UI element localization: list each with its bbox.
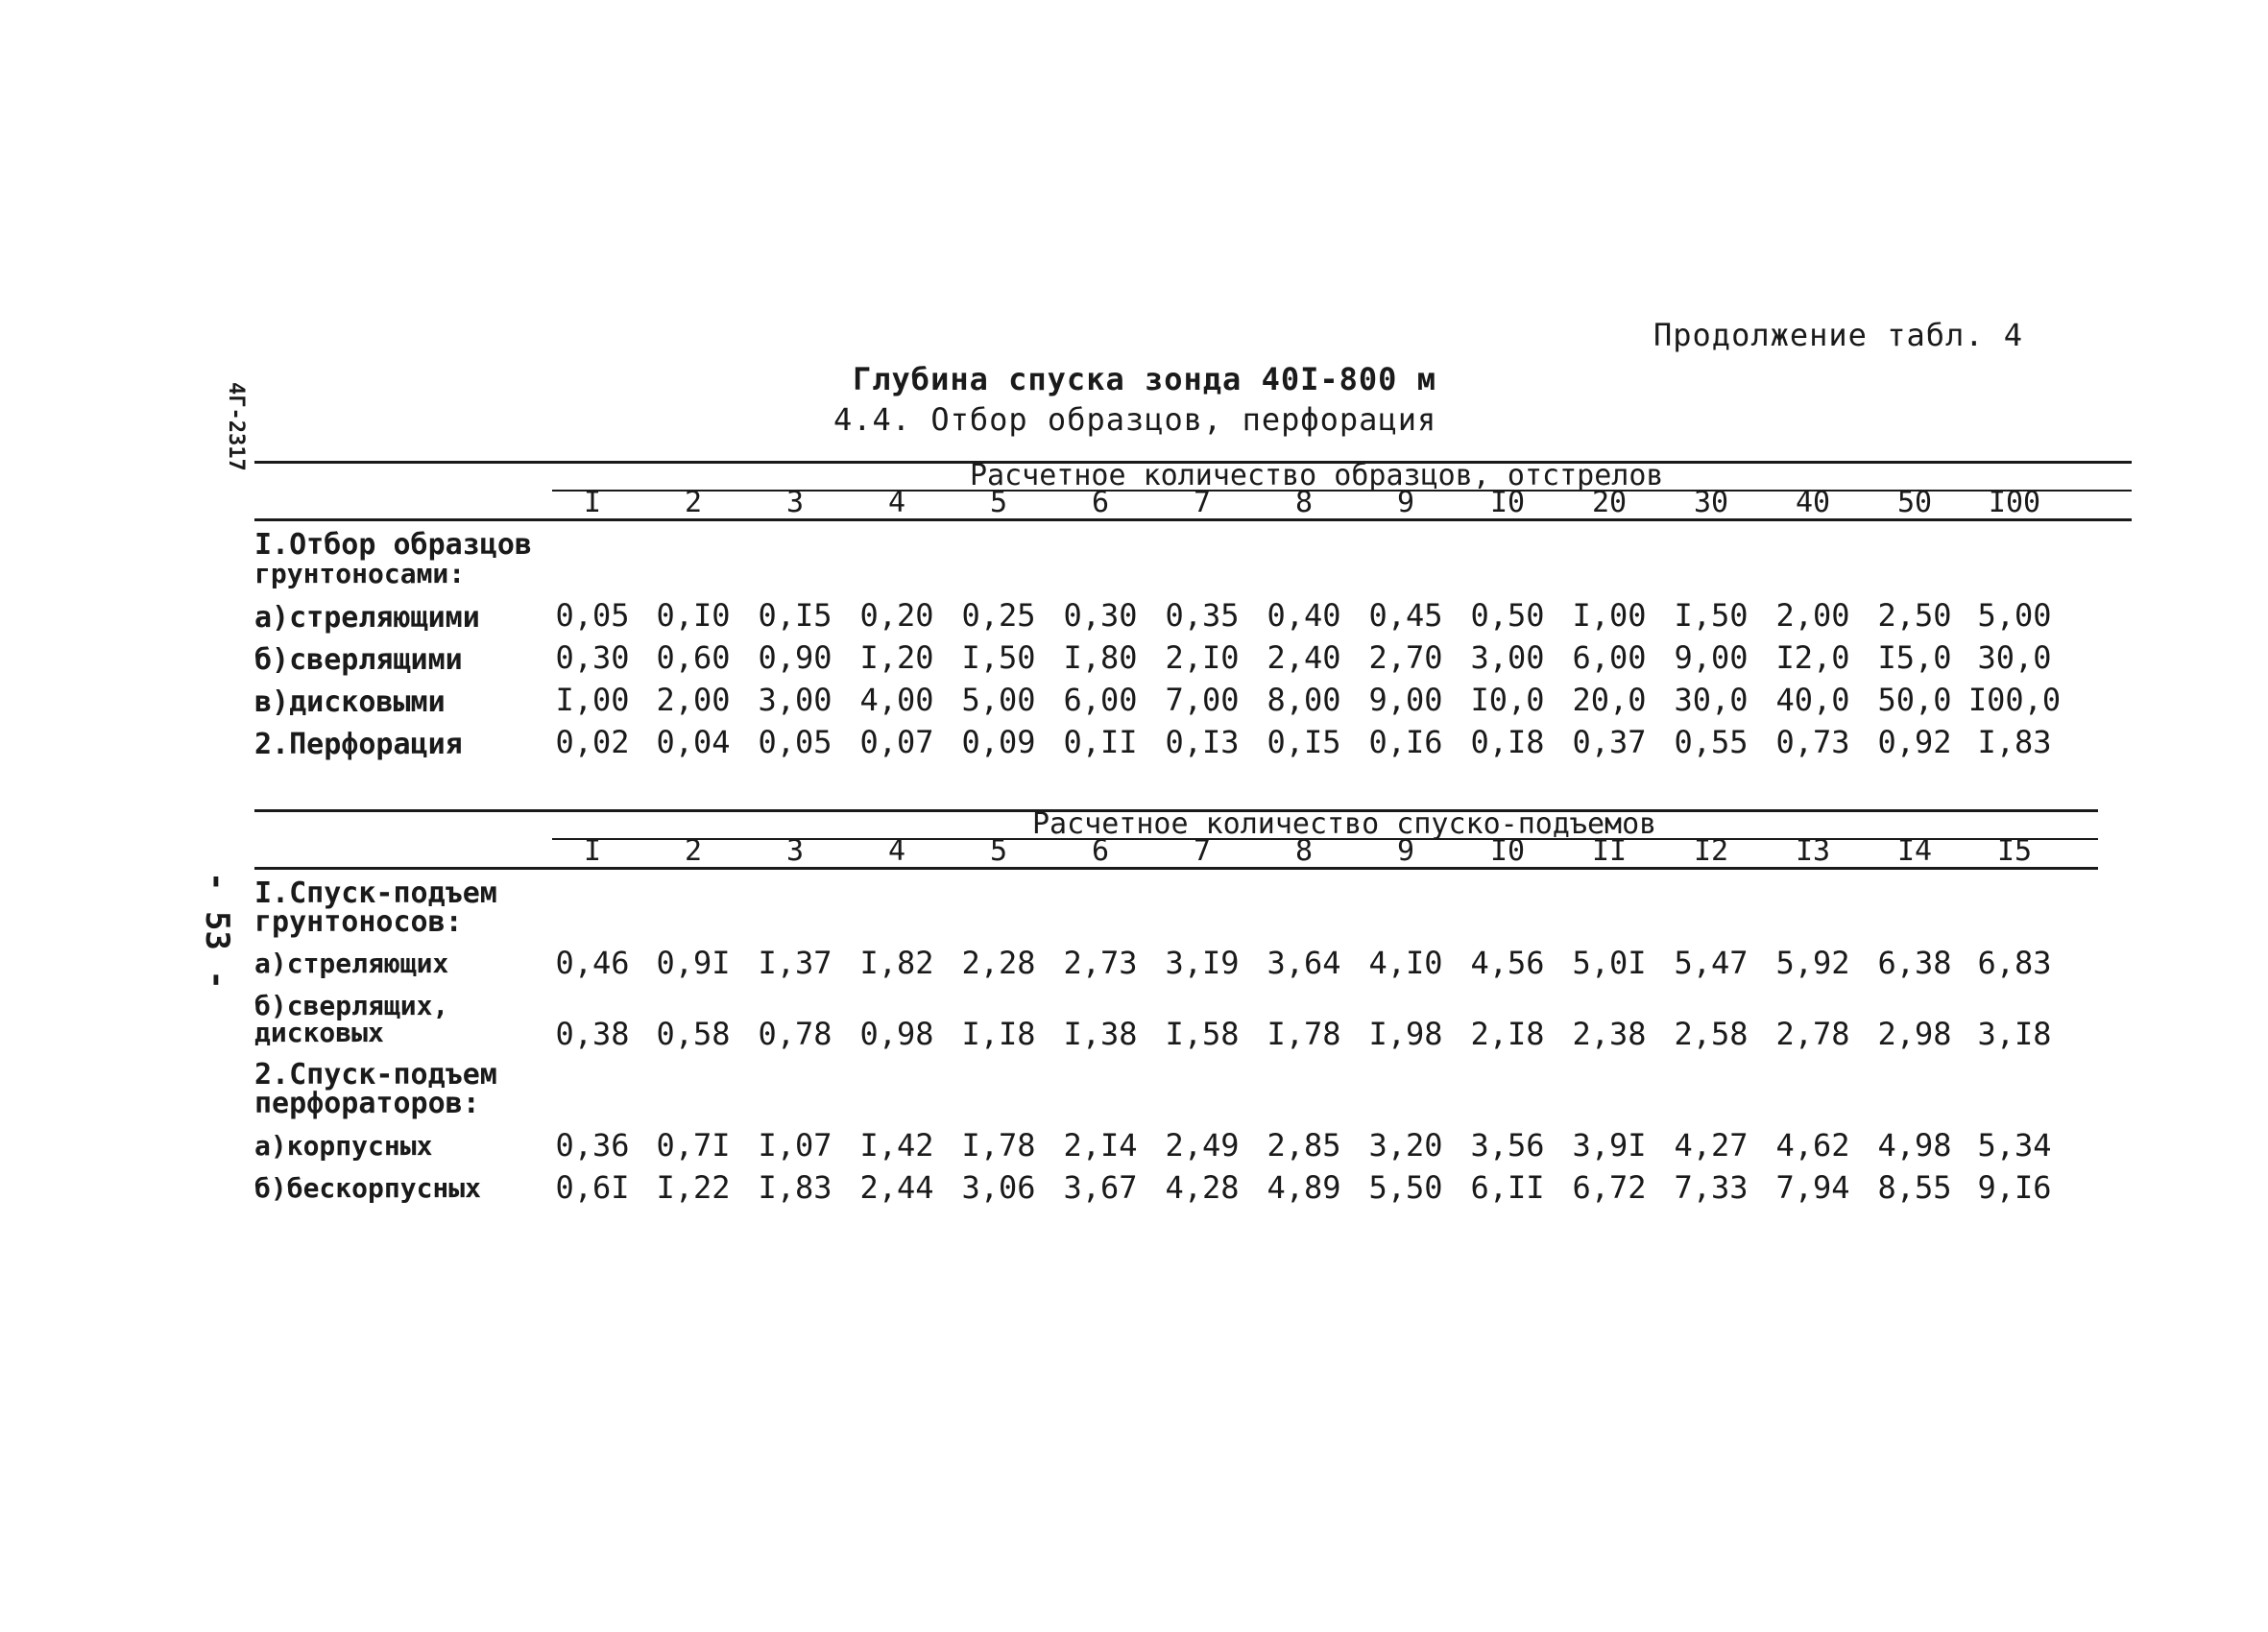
table-row [0,680,2268,722]
page-number: - 53 - [198,872,236,990]
table2-section2-label [254,1058,497,1120]
table1-cell: 0,04 [656,724,731,760]
table1-cell: I,50 [961,639,1036,676]
table2-s2-cell: 7,33 [1674,1169,1749,1206]
table2-s2-cell: I,07 [758,1127,832,1164]
table1-cell: 5,00 [1977,597,2052,634]
table1-cell: 0,30 [555,639,630,676]
table2-s1-cell: I,37 [758,945,832,981]
table1-cell: 0,90 [758,639,832,676]
table-row [0,990,2268,1056]
table1-col-13: 40 [1795,486,1831,519]
table1-col-11: 20 [1591,486,1628,519]
table2-group-header: Расчетное количество спуско-подъемов [1032,807,1657,841]
table1-cell: 0,II [1063,724,1138,760]
table2-col-1: I [583,834,602,868]
table1-cell: I,20 [859,639,934,676]
table1-cell: 0,35 [1165,597,1240,634]
table-row [0,722,2268,764]
table2-s1-cell: 2,58 [1674,1016,1749,1052]
table1-cell: I00,0 [1967,682,2062,718]
table2-col-3: 3 [785,834,805,868]
table2-s2-cell: 4,27 [1674,1127,1749,1164]
table1-section-label-line2: грунтоносами: [254,558,466,589]
table2-s2-cell: 3,06 [961,1169,1036,1206]
side-code: 4Г-2317 [224,382,248,471]
table2-s2-cell: 2,44 [859,1169,934,1206]
table1-cell: 0,09 [961,724,1036,760]
table1-cell: 0,02 [555,724,630,760]
table1-cell: 0,45 [1368,597,1443,634]
table2-s1-cell: 6,38 [1877,945,1952,981]
table2-s2-row-label [254,1172,482,1204]
table2-s1-cell: 0,38 [555,1016,630,1052]
table2-s2-cell: 0,7I [656,1127,731,1164]
table2-s2-row-label [254,1130,433,1162]
table2-s1-cell: 5,92 [1775,945,1850,981]
table2-col-15: I5 [1996,834,2033,868]
table2-col-8: 8 [1294,834,1314,868]
table2-s1-cell: 0,58 [656,1016,731,1052]
table1-cell: 2,00 [656,682,731,718]
table2-s1-cell: I,58 [1165,1016,1240,1052]
table1-cell: 6,00 [1063,682,1138,718]
table2-section1-label [254,876,497,939]
table-row [0,1167,2268,1210]
table1-col-7: 7 [1193,486,1212,519]
table1-col-6: 6 [1091,486,1110,519]
table2-section2-label-line1: 2.Спуск-подъем [254,1058,497,1092]
table1-cell: I,00 [1572,597,1647,634]
table2-s2-cell: 3,56 [1470,1127,1545,1164]
table2-section2-label-line2: перфораторов: [254,1087,480,1120]
table1-cell: 20,0 [1572,682,1647,718]
table1-cell: 0,50 [1470,597,1545,634]
table1-cell: 5,00 [961,682,1036,718]
table1-row-label: а)стреляющими [254,601,480,635]
table1-cell: 0,20 [859,597,934,634]
table-row [0,1125,2268,1167]
table1-cell: 0,92 [1877,724,1952,760]
table2-s1-row-label-line: а)стреляющих [254,948,449,979]
table1-cell: 0,05 [555,597,630,634]
table-row [0,595,2268,637]
table1-cell: 2,50 [1877,597,1952,634]
table1-cell: 0,25 [961,597,1036,634]
table1-cell: 0,I6 [1368,724,1443,760]
table2-header-rule [254,867,2098,870]
table2-s1-cell: I,I8 [961,1016,1036,1052]
table1-row-label: 2.Перфорация [254,728,463,761]
table2-s2-row-label-line: б)бескорпусных [254,1172,482,1204]
table2-s1-cell: I,78 [1267,1016,1341,1052]
table2-s1-cell: 4,56 [1470,945,1545,981]
table2-s2-cell: 7,94 [1775,1169,1850,1206]
table1-cell: 4,00 [859,682,934,718]
table2-s1-cell: 2,78 [1775,1016,1850,1052]
table2-s1-row-label [254,990,449,1048]
table-row [0,637,2268,680]
table2-col-5: 5 [989,834,1008,868]
table1-cell: 7,00 [1165,682,1240,718]
table2-s2-cell: I,22 [656,1169,731,1206]
table2-s2-cell: I,83 [758,1169,832,1206]
table2-s2-cell: 0,6I [555,1169,630,1206]
table2-s2-row-label-line: а)корпусных [254,1130,433,1162]
table1-cell: I2,0 [1775,639,1850,676]
table1-col-9: 9 [1396,486,1415,519]
table1-col-14: 50 [1896,486,1933,519]
table1-cell: 2,I0 [1165,639,1240,676]
table1-cell: 3,00 [1470,639,1545,676]
table1-cell: 0,I3 [1165,724,1240,760]
table1-col-15: I00 [1988,486,2041,519]
table2-section1-label-line1: I.Спуск-подъем [254,876,497,910]
table1-cell: I0,0 [1470,682,1545,718]
table2-col-4: 4 [887,834,906,868]
table2-s2-cell: 3,67 [1063,1169,1138,1206]
table1-header-rule [254,518,2132,521]
table1-cell: 8,00 [1267,682,1341,718]
table1-cell: 0,I5 [1267,724,1341,760]
table1-cell: 2,70 [1368,639,1443,676]
table1-col-8: 8 [1294,486,1314,519]
table1-cell: I,83 [1977,724,2052,760]
table2-s2-cell: 4,62 [1775,1127,1850,1164]
table2-s2-cell: 3,20 [1368,1127,1443,1164]
table1-col-1: I [583,486,602,519]
table1-section-label-line1: I.Отбор образцов [254,528,532,562]
table1-cell: I,50 [1674,597,1749,634]
table2-s2-cell: 3,9I [1572,1127,1647,1164]
table1-cell: 0,40 [1267,597,1341,634]
table1-col-2: 2 [684,486,703,519]
table1-cell: 0,I0 [656,597,731,634]
table2-s1-cell: 6,83 [1977,945,2052,981]
table1-cell: 0,60 [656,639,731,676]
table1-col-4: 4 [887,486,906,519]
table1-cell: 0,07 [859,724,934,760]
table2-s1-row-label-line: б)сверлящих, [254,990,449,1021]
table2-s1-cell: 2,28 [961,945,1036,981]
table2-s1-cell: I,98 [1368,1016,1443,1052]
table2-s1-cell: 5,47 [1674,945,1749,981]
table1-cell: 0,55 [1674,724,1749,760]
table2-s2-cell: 4,28 [1165,1169,1240,1206]
page-title: Глубина спуска зонда 40I-800 м [853,361,1436,397]
table2-s1-cell: 0,46 [555,945,630,981]
table1-cell: 0,05 [758,724,832,760]
table1-row-label: в)дисковыми [254,685,446,719]
table2-s1-cell: 2,I8 [1470,1016,1545,1052]
table2-col-13: I3 [1795,834,1831,868]
table1-cell: I,00 [555,682,630,718]
table2-s1-cell: 4,I0 [1368,945,1443,981]
table1-cell: 0,I5 [758,597,832,634]
table2-col-10: I0 [1489,834,1526,868]
table2-col-2: 2 [684,834,703,868]
table1-cell: 30,0 [1674,682,1749,718]
table1-cell: 30,0 [1977,639,2052,676]
table-row [0,943,2268,985]
table2-s2-cell: 5,34 [1977,1127,2052,1164]
table1-col-5: 5 [989,486,1008,519]
table2-col-7: 7 [1193,834,1212,868]
table2-s2-cell: 6,II [1470,1169,1545,1206]
table2-s2-cell: I,42 [859,1127,934,1164]
table2-s1-cell: 2,73 [1063,945,1138,981]
table2-s2-cell: 6,72 [1572,1169,1647,1206]
table1-group-header: Расчетное количество образцов, отстрелов [970,459,1664,492]
table2-s1-cell: I,38 [1063,1016,1138,1052]
table1-section-label [254,528,532,589]
table1-cell: 50,0 [1877,682,1952,718]
table2-s1-cell: 0,98 [859,1016,934,1052]
table1-col-10: I0 [1489,486,1526,519]
table2-s2-cell: 0,36 [555,1127,630,1164]
table2-s2-cell: 2,49 [1165,1127,1240,1164]
table2-s1-cell: 5,0I [1572,945,1647,981]
table2-col-14: I4 [1896,834,1933,868]
table2-s1-cell: 3,64 [1267,945,1341,981]
table2-s2-cell: 8,55 [1877,1169,1952,1206]
table2-s2-cell: I,78 [961,1127,1036,1164]
table2-s1-cell: 3,I9 [1165,945,1240,981]
table1-cell: 9,00 [1674,639,1749,676]
table1-col-12: 30 [1693,486,1729,519]
table1-cell: 0,30 [1063,597,1138,634]
table1-cell: I5,0 [1877,639,1952,676]
table2-s1-cell: 0,9I [656,945,731,981]
table2-s1-cell: 2,38 [1572,1016,1647,1052]
table1-row-label: б)сверлящими [254,643,463,677]
table1-cell: 0,37 [1572,724,1647,760]
table2-s2-cell: 4,89 [1267,1169,1341,1206]
table1-cell: 2,00 [1775,597,1850,634]
table1-cell: 0,73 [1775,724,1850,760]
table2-s2-cell: 9,I6 [1977,1169,2052,1206]
table2-section1-label-line2: грунтоносов: [254,905,463,939]
table1-cell: I,80 [1063,639,1138,676]
table2-s2-cell: 5,50 [1368,1169,1443,1206]
table1-cell: 0,I8 [1470,724,1545,760]
table2-col-12: I2 [1693,834,1729,868]
table2-s1-cell: 0,78 [758,1016,832,1052]
table2-s1-row-label-line: дисковых [254,1017,384,1048]
table2-col-9: 9 [1396,834,1415,868]
continuation-label: Продолжение табл. 4 [1653,317,2024,353]
table2-s1-cell: 2,98 [1877,1016,1952,1052]
table2-s1-cell: 3,I8 [1977,1016,2052,1052]
table2-s2-cell: 2,85 [1267,1127,1341,1164]
table2-col-6: 6 [1091,834,1110,868]
table2-s1-row-label [254,950,448,977]
table1-cell: 3,00 [758,682,832,718]
table2-s1-cell: I,82 [859,945,934,981]
table1-cell: 6,00 [1572,639,1647,676]
page-subtitle: 4.4. Отбор образцов, перфорация [833,401,1437,438]
table1-cell: 9,00 [1368,682,1443,718]
table1-col-3: 3 [785,486,805,519]
table1-cell: 2,40 [1267,639,1341,676]
table2-s2-cell: 2,I4 [1063,1127,1138,1164]
table2-s2-cell: 4,98 [1877,1127,1952,1164]
table1-cell: 40,0 [1775,682,1850,718]
table2-col-11: II [1591,834,1628,868]
